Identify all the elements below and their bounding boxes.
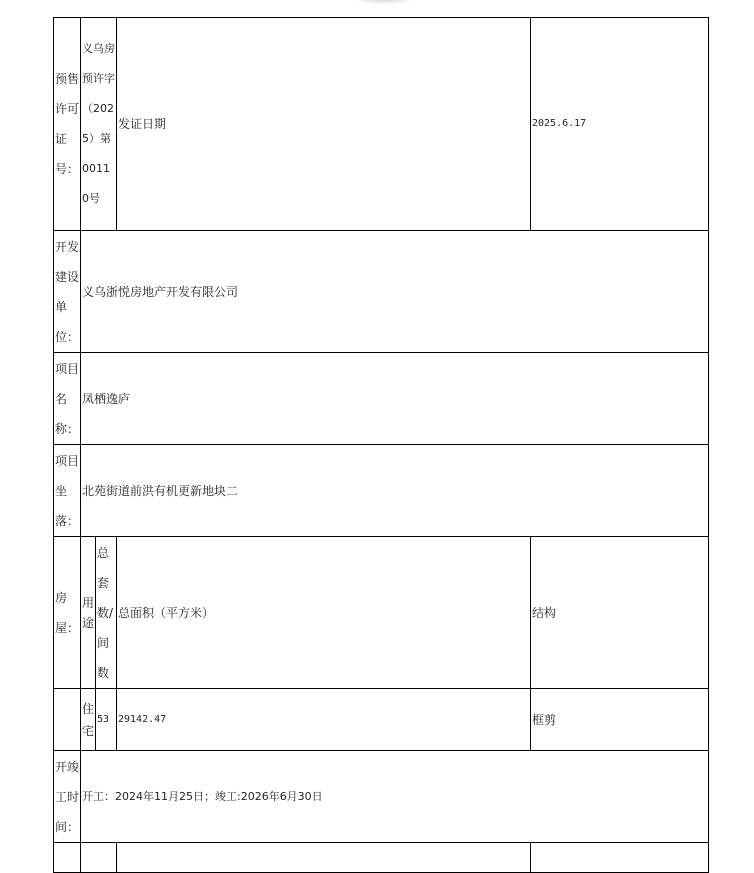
- presale-permit-table: [53, 17, 709, 873]
- construction-label: 开竣工时间：: [54, 751, 81, 843]
- housing-row-spacer: [54, 689, 81, 751]
- project-name-value: 凤栖逸庐: [81, 353, 709, 445]
- next-row-cell: [81, 843, 117, 873]
- developer-value: 义乌浙悦房地产开发有限公司: [81, 231, 709, 353]
- row-project-location: [54, 445, 709, 537]
- issue-date-value: 2025.6.17: [531, 18, 709, 231]
- housing-row-use: 住宅: [81, 689, 96, 751]
- row-project-name: [54, 353, 709, 445]
- housing-label: 房屋：: [54, 537, 81, 689]
- row-housing-header: [54, 537, 709, 689]
- next-row-cell: [117, 843, 531, 873]
- housing-units-header: 总套数/间数: [96, 537, 117, 689]
- housing-structure-header: 结构: [531, 537, 709, 689]
- project-name-label: 项目名称：: [54, 353, 81, 445]
- row-construction: [54, 751, 709, 843]
- project-location-label: 项目坐落：: [54, 445, 81, 537]
- construction-value: 开工：2024年11月25日；竣工:2026年6月30日: [81, 751, 709, 843]
- top-shadow: [355, 0, 415, 4]
- housing-row-units: 53: [96, 689, 117, 751]
- presale-permit-number: 义乌房预许字（2025）第00110号: [81, 18, 117, 231]
- row-developer: [54, 231, 709, 353]
- next-row-cell: [531, 843, 709, 873]
- housing-area-header: 总面积（平方米）: [117, 537, 531, 689]
- row-next-partial: [54, 843, 709, 873]
- next-row-cell: [54, 843, 81, 873]
- developer-label: 开发建设单位：: [54, 231, 81, 353]
- presale-permit-label: 预售许可证号：: [54, 18, 81, 231]
- issue-date-label: 发证日期: [117, 18, 531, 231]
- housing-row-area: 29142.47: [117, 689, 531, 751]
- housing-use-header: 用途: [81, 537, 96, 689]
- row-presale-permit: [54, 18, 709, 231]
- housing-row-structure: 框剪: [531, 689, 709, 751]
- housing-data-row: [54, 689, 709, 751]
- project-location-value: 北苑街道前洪有机更新地块二: [81, 445, 709, 537]
